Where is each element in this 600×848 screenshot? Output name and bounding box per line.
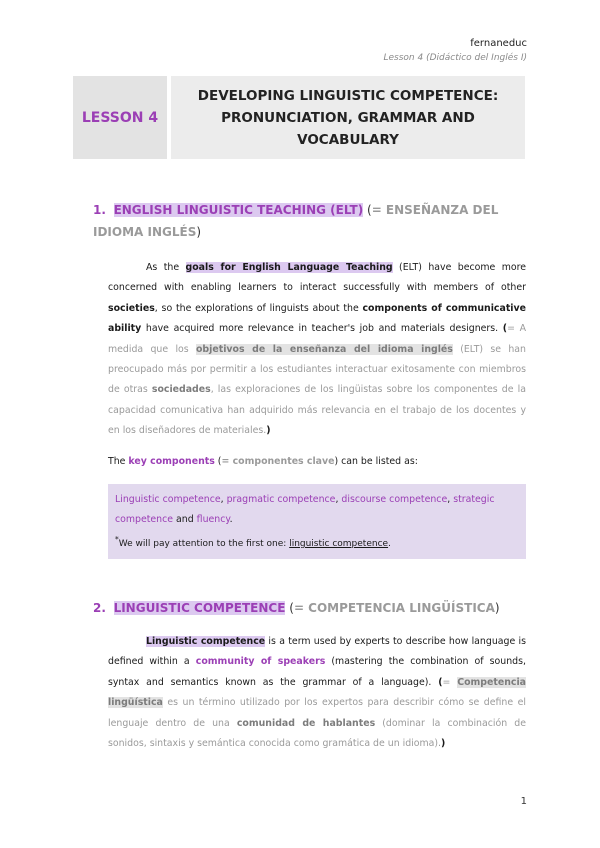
text: have acquired more relevance in teacher's job and materials designers. xyxy=(141,323,503,335)
bold-term: societies xyxy=(108,302,155,314)
component-item: discourse competence xyxy=(341,494,448,505)
section-1-paragraph xyxy=(108,258,526,442)
section-1-open: ( xyxy=(363,203,372,217)
section-1-number: 1. xyxy=(93,203,106,217)
spanish-translation xyxy=(108,323,526,436)
text: (dominar la combinación de sonidos, sintaxis y semántica conocida como gramática de un idioma). xyxy=(108,717,527,750)
key-components-term: key components xyxy=(128,456,215,467)
component-item: pragmatic competence xyxy=(226,494,336,505)
text: = A medida que los xyxy=(108,323,526,355)
bold-term: Linguistic competence xyxy=(146,636,266,647)
component-item: strategic competence xyxy=(115,494,495,525)
lesson-tag: LESSON 4 xyxy=(73,76,167,159)
separator: , xyxy=(220,494,227,505)
asterisk: * xyxy=(115,535,119,544)
bold-term: components of communicative ability xyxy=(108,302,526,335)
text: , las exploraciones de los lingüistas sobre los componentes de la capacidad comunicativa han adquirido más relevancia en el trabajo de los docentes y en los diseñadores de materiales. xyxy=(108,384,526,437)
text: , so the explorations of linguists about the xyxy=(154,302,363,314)
separator: , xyxy=(335,494,342,505)
section-1-close: ) xyxy=(196,225,202,239)
header-author: fernaneduc xyxy=(470,38,527,49)
component-item: Linguistic competence xyxy=(115,494,221,505)
text: ( xyxy=(214,456,222,467)
components-box xyxy=(108,484,526,559)
lesson-banner xyxy=(73,76,525,159)
section-1-heading xyxy=(93,199,525,243)
text: . xyxy=(388,539,391,549)
text: is a term used by experts to describe how language is defined within a xyxy=(108,636,527,668)
text: es un término utilizado por los expertos para describir cómo se define el lenguaje dentro de una xyxy=(108,697,526,729)
text: = xyxy=(442,676,458,688)
bold-term: community of speakers xyxy=(195,656,326,668)
bold-term: goals for English Language Teaching xyxy=(185,262,393,273)
text: ) can be listed as: xyxy=(334,456,418,467)
section-2-title-en: LINGUISTIC COMPETENCE xyxy=(113,601,286,615)
bold-term: Competencia lingüística xyxy=(108,676,526,709)
header-subtitle: Lesson 4 (Didáctico del Inglés I) xyxy=(383,53,527,63)
paren: ) xyxy=(266,425,271,437)
section-2-close: ) xyxy=(494,601,500,615)
section-1-title-es: = ENSEÑANZA DEL IDIOMA INGLÉS xyxy=(93,203,499,239)
components-note xyxy=(115,530,519,554)
bold-term: sociedades xyxy=(151,384,211,396)
underlined-term: linguistic competence xyxy=(289,539,389,549)
separator: and xyxy=(173,514,197,525)
section-2-title-es: = COMPETENCIA LINGÜÍSTICA xyxy=(293,601,495,615)
section-2-open: ( xyxy=(285,601,294,615)
section-2-heading xyxy=(93,597,525,619)
text: (ELT) se han preocupado más por permitir a los estudiantes interactuar exitosamente con miembros de otras xyxy=(108,343,526,396)
section-1-title-en: ENGLISH LINGUISTIC TEACHING (ELT) xyxy=(113,203,364,217)
paren: ( xyxy=(502,323,508,335)
component-item: fluency xyxy=(196,514,230,525)
key-components-line xyxy=(108,456,418,467)
page-number: 1 xyxy=(520,796,527,807)
text: We will pay attention to the first one: xyxy=(118,539,290,549)
paren: ( xyxy=(438,676,443,688)
text: The xyxy=(108,456,129,467)
bold-term: comunidad de hablantes xyxy=(236,717,376,729)
separator: , xyxy=(447,494,454,505)
text: (mastering the combination of sounds, syntax and semantics known as the grammar of a language). xyxy=(108,656,526,688)
key-components-es: = componentes clave xyxy=(221,456,335,467)
section-2-number: 2. xyxy=(93,601,106,615)
lesson-title: DEVELOPING LINGUISTIC COMPETENCE: PRONUNCIATION, GRAMMAR AND VOCABULARY xyxy=(171,76,525,159)
bold-term: objetivos de la enseñanza del idioma inglés xyxy=(195,343,453,355)
section-2-paragraph xyxy=(108,632,526,754)
text: (ELT) have become more concerned with enabling learners to interact successfully with members of other xyxy=(108,262,526,294)
components-list xyxy=(115,490,519,530)
paren: ) xyxy=(441,738,446,750)
text: As the xyxy=(146,262,186,273)
separator: . xyxy=(229,514,233,525)
